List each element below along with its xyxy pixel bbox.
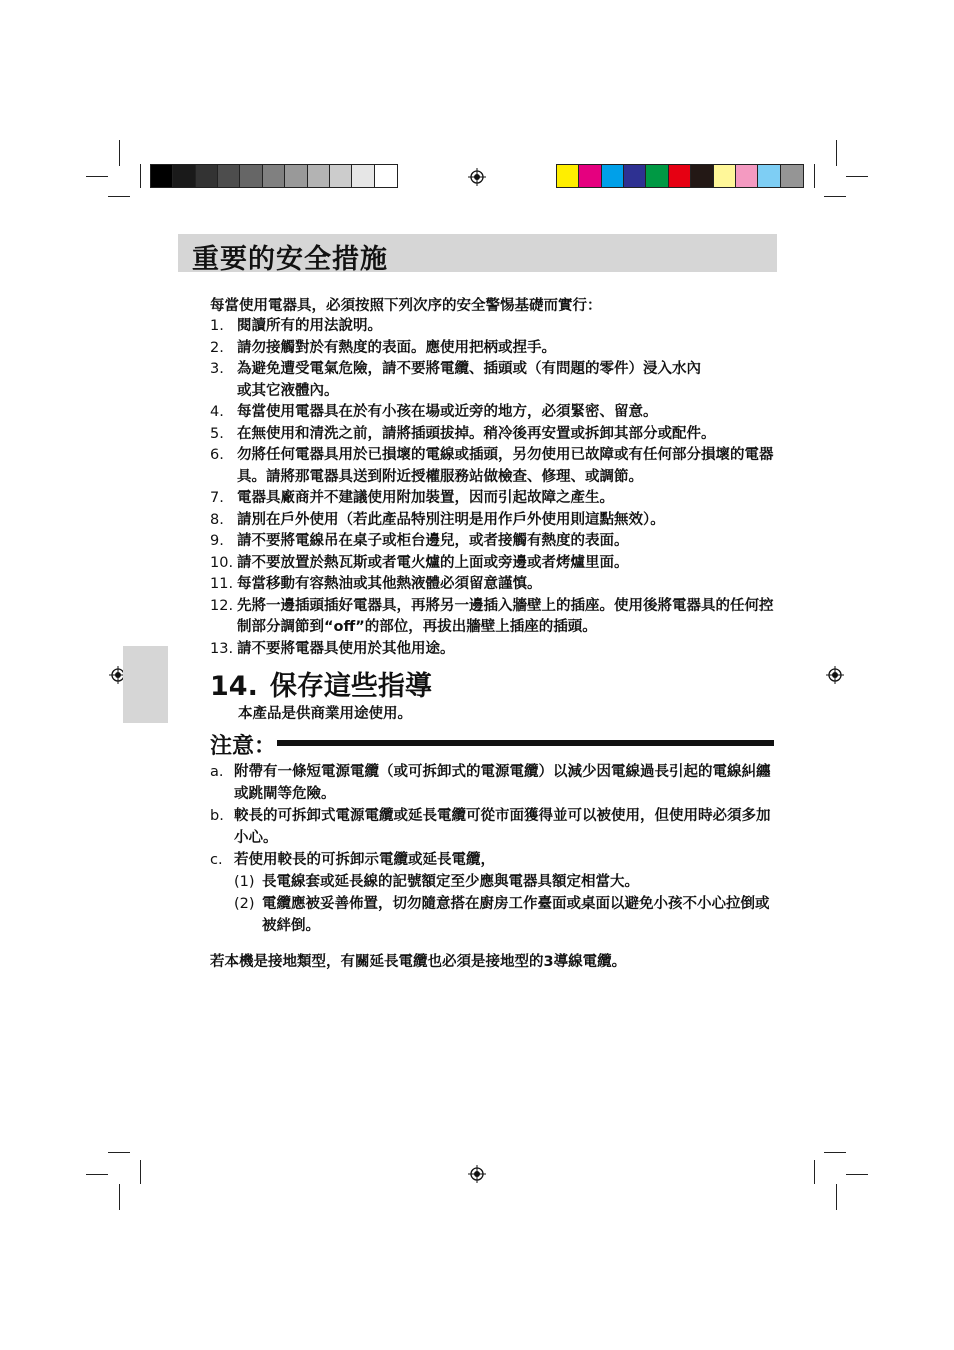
list-item: 5. 在無使用和清洗之前，請將插頭拔掉。稍冷後再安置或拆卸其部分或配件。 (210, 425, 716, 442)
crop-mark (824, 196, 846, 197)
list-item: 4. 每當使用電器具在於有小孩在場或近旁的地方，必須緊密、留意。 (210, 404, 658, 420)
crop-mark (824, 1152, 846, 1153)
registration-mark-icon (468, 1165, 486, 1183)
color-swatch (781, 165, 803, 187)
crop-mark (846, 176, 868, 177)
crop-mark (119, 140, 120, 166)
crop-mark (108, 196, 130, 197)
registration-mark-icon (468, 168, 486, 186)
color-swatch (352, 165, 374, 187)
crop-mark (814, 1160, 815, 1184)
color-swatch (579, 165, 601, 187)
color-swatch (691, 165, 713, 187)
caution-item: b. 較長的可拆卸式電源電纜或延長電纜可從市面獲得並可以被使用，但使用時必須多加小心。 (210, 808, 771, 846)
title-band (178, 234, 777, 275)
list-item: 7. 電器具廠商并不建議使用附加裝置，因而引起故障之產生。 (210, 490, 614, 506)
list-item: 13. 請不要將電器具使用於其他用途。 (210, 640, 455, 657)
crop-mark (836, 1184, 837, 1210)
crop-mark (119, 1184, 120, 1210)
color-swatch (557, 165, 579, 187)
color-swatch (758, 165, 780, 187)
crop-mark (846, 1174, 868, 1175)
color-swatch (602, 165, 624, 187)
color-swatch (151, 165, 173, 187)
list-item: 12. 先將一邊插頭插好電器具，再將另一邊插入牆壁上的插座。使用後將電器具的任何控制部分調節到“off”的部位，再拔出牆壁上插座的插頭。 (210, 597, 774, 635)
list-item: 2. 請勿接觸對於有熱度的表面。應使用把柄或捏手。 (210, 339, 556, 356)
color-swatch (714, 165, 736, 187)
color-swatch (173, 165, 195, 187)
caution-sub-list (234, 871, 780, 937)
color-swatch (218, 165, 240, 187)
caution-item: c. 若使用較長的可拆卸示電纜或延長電纜， (210, 852, 495, 868)
crop-mark (140, 1160, 141, 1184)
color-bar (556, 164, 804, 188)
caution-list (210, 761, 784, 871)
intro-text: 每當使用電器具，必須按照下列次序的安全警惕基礎而實行： (210, 298, 602, 314)
list-item: 10. 請不要放置於熱瓦斯或者電火爐的上面或旁邊或者烤爐里面。 (210, 554, 629, 571)
side-tab (123, 646, 168, 723)
list-item: 3. 為避免遭受電氣危險，請不要將電纜、插頭或（有問題的零件）浸入水內或其它液體內。 (210, 361, 701, 399)
list-item: 8. 請別在戶外使用（若此產品特別注明是用作戶外使用則這點無效）。 (210, 511, 665, 528)
crop-mark (86, 176, 108, 177)
color-swatch (375, 165, 397, 187)
color-swatch (240, 165, 262, 187)
section-14-heading: 14. 保存這些指導 (210, 671, 432, 702)
crop-mark (86, 1174, 108, 1175)
color-swatch (196, 165, 218, 187)
color-swatch (669, 165, 691, 187)
crop-mark (836, 140, 837, 166)
grayscale-bar (150, 164, 398, 188)
list-item: 11. 每當移動有容熱油或其他熱液體必須留意謹慎。 (210, 576, 542, 592)
caution-item: a. 附帶有一條短電源電纜（或可拆卸式的電源電纜）以減少因電線過長引起的電線糾纏或跳閘等危險。 (210, 764, 771, 802)
color-swatch (308, 165, 330, 187)
grounding-note: 若本機是接地類型，有關延長電纜也必須是接地型的3導線電纜。 (210, 954, 627, 970)
caution-sub-item: (1) 長電線套或延長線的記號額定至少應與電器具額定相當大。 (234, 874, 639, 890)
caution-label: 注意： (210, 734, 277, 759)
crop-mark (814, 164, 815, 188)
registration-mark-icon (826, 666, 844, 684)
list-item: 9. 請不要將電線吊在桌子或柜台邊兒，或者接觸有熱度的表面。 (210, 533, 629, 549)
color-swatch (736, 165, 758, 187)
crop-mark (140, 164, 141, 188)
page-title: 重要的安全措施 (192, 244, 388, 275)
caution-sub-item: (2) 電纜應被妥善佈置，切勿隨意搭在廚房工作臺面或桌面以避免小孩不小心拉倒或被絆倒。 (234, 896, 770, 934)
list-item: 1. 閱讀所有的用法說明。 (210, 318, 382, 334)
commercial-use-note: 本產品是供商業用途使用。 (238, 706, 412, 722)
safety-list (210, 316, 780, 660)
crop-mark (108, 1152, 130, 1153)
caution-rule (277, 740, 774, 746)
color-swatch (646, 165, 668, 187)
color-swatch (624, 165, 646, 187)
color-swatch (263, 165, 285, 187)
color-swatch (285, 165, 307, 187)
list-item: 6. 勿將任何電器具用於已損壞的電線或插頭，另勿使用已故障或有任何部分損壞的電器具。請將那電器具送到附近授權服務站做檢查、修理、或調節。 (210, 447, 774, 485)
color-swatch (330, 165, 352, 187)
